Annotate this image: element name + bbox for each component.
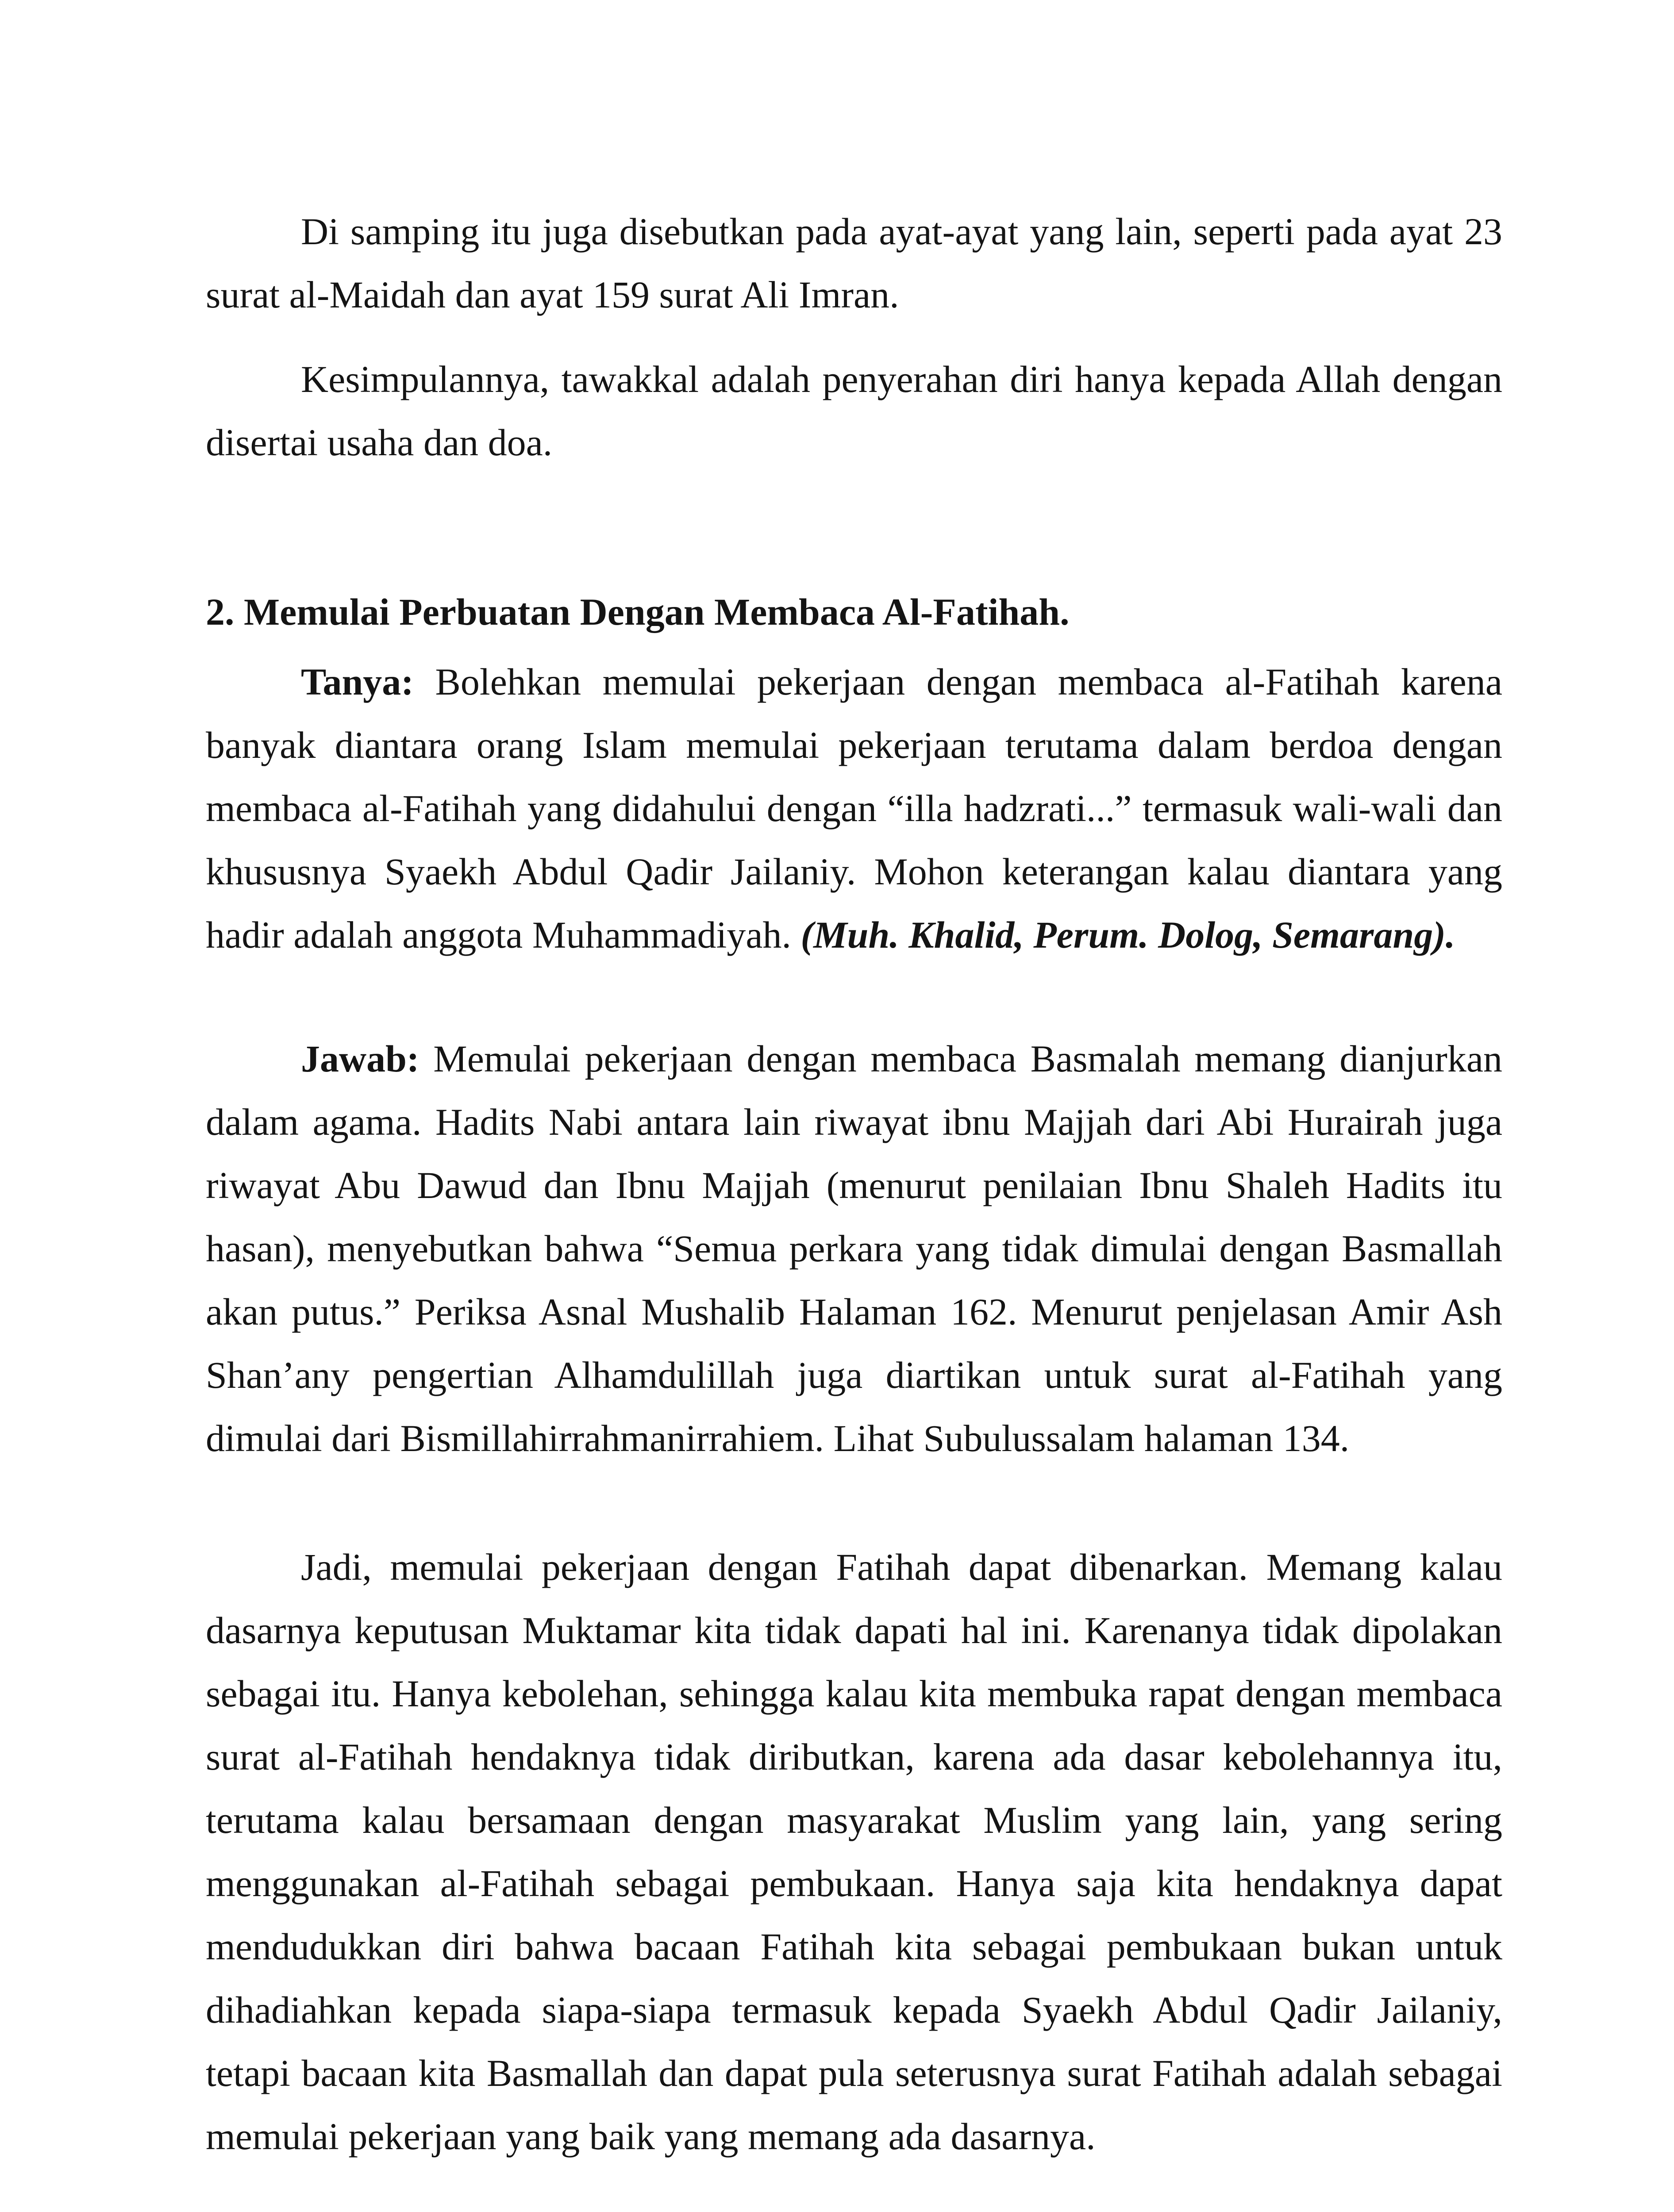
answer-paragraph <box>206 1027 1502 1470</box>
section-heading: 2. Memulai Perbuatan Dengan Membaca Al-Fatihah. <box>206 591 1070 633</box>
answer-block <box>206 1027 1502 1470</box>
question-label: Tanya: <box>301 661 414 703</box>
conclusion-paragraph-block <box>206 348 1502 474</box>
closing-paragraph: Jadi, memulai pekerjaan dengan Fatihah dapat dibenarkan. Memang kalau dasarnya keputusan Muktamar kita tidak dapati hal ini. Karenanya tidak dipolakan sebagai itu. Hanya kebolehan, sehingga kalau kita membuka rapat dengan membaca surat al-Fatihah hendaknya tidak diributkan, karena ada dasar kebolehannya itu, terutama kalau bersamaan dengan masyarakat Muslim yang lain, yang sering menggunakan al-Fatihah sebagai pembukaan. Hanya saja kita hendaknya dapat mendudukkan diri bahwa bacaan Fatihah kita sebagai pembukaan bukan untuk dihadiahkan kepada siapa-siapa termasuk kepada Syaekh Abdul Qadir Jailaniy, tetapi bacaan kita Basmallah dan dapat pula seterusnya surat Fatihah adalah sebagai memulai pekerjaan yang baik yang memang ada dasarnya. <box>206 1546 1502 2158</box>
conclusion-paragraph: Kesimpulannya, tawakkal adalah penyerahan diri hanya kepada Allah dengan disertai usaha dan doa. <box>206 358 1502 464</box>
question-source: (Muh. Khalid, Perum. Dolog, Semarang). <box>800 914 1455 956</box>
intro-paragraph-block <box>206 200 1502 326</box>
question-text: Bolehkan memulai pekerjaan dengan membaca al-Fatihah karena banyak diantara orang Islam memulai pekerjaan terutama dalam berdoa dengan membaca al-Fatihah yang didahului dengan “illa hadzrati...” termasuk wali-wali dan khususnya Syaekh Abdul Qadir Jailaniy. Mohon keterangan kalau diantara yang hadir adalah anggota Muhammadiyah. <box>206 661 1502 956</box>
closing-block <box>206 1536 1502 2168</box>
question-paragraph <box>206 650 1502 967</box>
question-block <box>206 650 1502 967</box>
answer-text: Memulai pekerjaan dengan membaca Basmalah memang dianjurkan dalam agama. Hadits Nabi antara lain riwayat ibnu Majjah dari Abi Hurairah juga riwayat Abu Dawud dan Ibnu Majjah (menurut penilaian Ibnu Shaleh Hadits itu hasan), menyebutkan bahwa “Semua perkara yang tidak dimulai dengan Basmallah akan putus.” Periksa Asnal Mushalib Halaman 162. Menurut penjelasan Amir Ash Shan’any pengertian Alhamdulillah juga diartikan untuk surat al-Fatihah yang dimulai dari Bismillahirrahmanirrahiem. Lihat Subulussalam halaman 134. <box>206 1037 1503 1459</box>
intro-paragraph: Di samping itu juga disebutkan pada ayat-ayat yang lain, seperti pada ayat 23 surat al-Maidah dan ayat 159 surat Ali Imran. <box>206 210 1502 316</box>
answer-label: Jawab: <box>301 1037 419 1080</box>
